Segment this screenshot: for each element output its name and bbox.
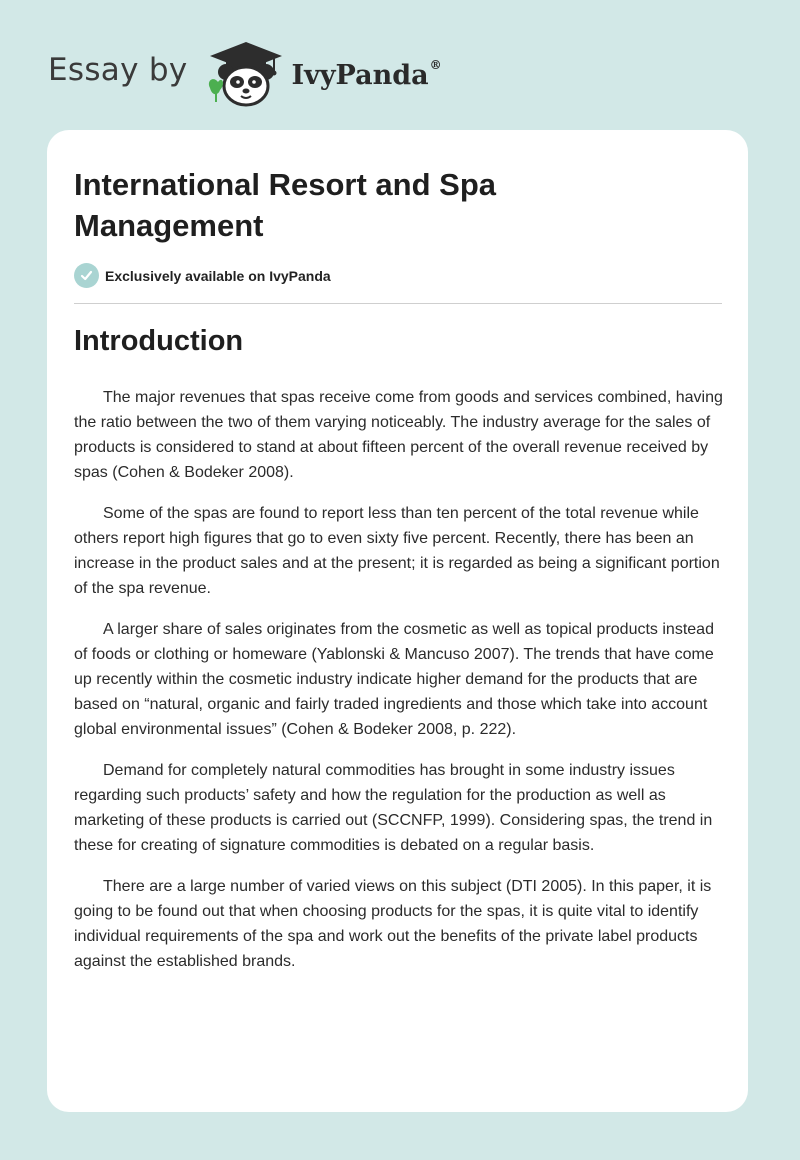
paragraph: The major revenues that spas receive come from goods and services combined, having the ratio between the two of them varying noticeably. The industry average for the sales of products is considered to stand at about fifteen percent of the overall revenue received by spas (Cohen & Bodeker 2008). [74, 389, 723, 481]
essay-title: International Resort and Spa Management [74, 167, 497, 243]
registered-mark: ® [429, 57, 442, 72]
exclusive-badge [74, 263, 331, 288]
check-circle-icon [74, 263, 99, 288]
section-heading: Introduction [74, 325, 244, 357]
title-divider [74, 303, 722, 304]
site-header [48, 38, 442, 108]
essay-card [47, 130, 748, 1112]
exclusive-badge-text: Exclusively available on IvyPanda [105, 267, 331, 284]
panda-graduate-icon[interactable] [204, 38, 288, 108]
paragraph: Some of the spas are found to report less than ten percent of the total revenue while others report high figures that go to even sixty five percent. Recently, there has been an increase in the product sales and at the present; it is regarded as being a significant portion of the spa revenue. [74, 505, 720, 597]
paragraph: There are a large number of varied views on this subject (DTI 2005). In this paper, it is going to be found out that when choosing products for the spas, it is quite vital to identify individual requirements of the spa and work out the benefits of the private label products against the established brands. [74, 878, 712, 970]
essay-by-label: Essay by [48, 52, 188, 88]
brand-name[interactable]: IvyPanda® [291, 57, 442, 91]
paragraph: A larger share of sales originates from the cosmetic as well as topical products instead of foods or clothing or homeware (Yablonski & Mancuso 2007). The trends that have come up recently within the cosmetic industry indicate higher demand for the products that are based on “natural, organic and fairly traded ingredients and those which take into account global environmental issues” (Cohen & Bodeker 2008, p. 222). [74, 621, 714, 738]
essay-body [74, 385, 724, 990]
paragraph: Demand for completely natural commodities has brought in some industry issues regarding such products’ safety and how the regulation for the production as well as marketing of these products is carried out (SCCNFP, 1999). Considering spas, the trend in these for creating of signature commodities is debated on a regular basis. [74, 762, 713, 854]
